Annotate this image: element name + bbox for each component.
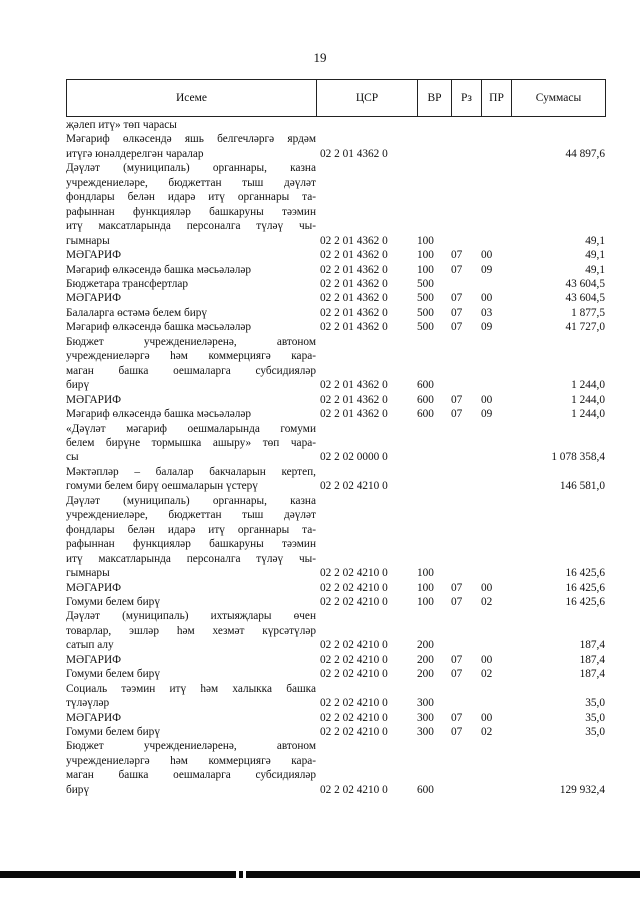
row-pr: 09 — [481, 408, 493, 421]
row-rz: 07 — [451, 306, 463, 319]
row-sum: 1 877,5 — [571, 306, 605, 319]
row-name — [66, 725, 316, 739]
row-name-line: итү максатларында персоналга түләү чы- — [66, 552, 316, 565]
row-rz: 07 — [451, 292, 463, 305]
row-pr: 09 — [481, 263, 493, 276]
row-rz: 07 — [451, 668, 463, 681]
row-csr: 02 2 02 4210 0 — [320, 711, 388, 724]
row-name-line: МӘГАРИФ — [66, 393, 122, 406]
row-rz: 07 — [451, 595, 463, 608]
row-csr: 02 2 01 4362 0 — [320, 379, 388, 392]
row-pr: 09 — [481, 321, 493, 334]
row-name — [66, 667, 316, 681]
header-rz: Рз — [452, 80, 482, 117]
row-csr: 02 2 02 4210 0 — [320, 639, 388, 652]
row-sum: 49,1 — [585, 249, 605, 262]
row-name-line: учреждениеләре, бюджеттан тыш дәүләт — [66, 509, 316, 522]
row-sum: 187,4 — [579, 639, 605, 652]
row-sum: 146 581,0 — [559, 480, 605, 493]
row-sum: 187,4 — [579, 668, 605, 681]
row-vr: 300 — [417, 697, 434, 710]
row-name — [66, 682, 316, 711]
row-name — [66, 335, 316, 393]
table-row — [66, 711, 605, 725]
row-sum: 187,4 — [579, 653, 605, 666]
row-vr: 200 — [417, 653, 434, 666]
row-rz: 07 — [451, 263, 463, 276]
header-pr: ПР — [482, 80, 512, 117]
row-name — [66, 248, 316, 262]
row-vr: 300 — [417, 711, 434, 724]
row-vr: 100 — [417, 581, 434, 594]
row-name-line: Мәгариф өлкәсендә яшь белгечләргә ярдәм — [66, 133, 316, 146]
row-name-line: МӘГАРИФ — [66, 653, 122, 666]
table-row — [66, 407, 605, 421]
row-rz: 07 — [451, 726, 463, 739]
row-vr: 600 — [417, 408, 434, 421]
row-sum: 129 932,4 — [559, 783, 605, 796]
row-name — [66, 161, 316, 248]
row-vr: 100 — [417, 249, 434, 262]
row-csr: 02 2 01 4362 0 — [320, 292, 388, 305]
row-vr: 200 — [417, 668, 434, 681]
row-csr: 02 2 01 4362 0 — [320, 263, 388, 276]
table-row — [66, 263, 605, 277]
row-name — [66, 320, 316, 334]
row-name-line: учреждениеләргә һәм коммерциягә кара- — [66, 350, 316, 363]
row-csr: 02 2 02 4210 0 — [320, 595, 388, 608]
row-name — [66, 595, 316, 609]
row-name — [66, 277, 316, 291]
row-name — [66, 494, 316, 581]
row-vr: 100 — [417, 595, 434, 608]
row-sum: 41 727,0 — [565, 321, 605, 334]
row-csr: 02 2 02 4210 0 — [320, 783, 388, 796]
row-name-line: гымнары — [66, 567, 110, 580]
row-pr: 02 — [481, 595, 493, 608]
row-name-line: маган башка оешмаларга субсидияләр — [66, 364, 316, 377]
scan-border-gap — [236, 871, 239, 878]
row-name-line: МӘГАРИФ — [66, 581, 122, 594]
table-row — [66, 725, 605, 739]
row-name — [66, 422, 316, 465]
row-sum: 44 897,6 — [565, 147, 605, 160]
header-csr: ЦСР — [317, 80, 418, 117]
row-vr: 500 — [417, 292, 434, 305]
row-vr: 200 — [417, 639, 434, 652]
row-name-line: фондлары белән идарә итү органнары та- — [66, 191, 316, 204]
row-pr: 00 — [481, 249, 493, 262]
row-name-line: Бюджетара трансфертлар — [66, 277, 189, 290]
row-csr: 02 2 01 4362 0 — [320, 306, 388, 319]
row-rz: 07 — [451, 393, 463, 406]
row-name — [66, 653, 316, 667]
row-name-line: җәлеп итү» төп чарасы — [66, 119, 177, 131]
row-name-line: рафыннан функцияләр башкаруны тәэмин — [66, 538, 316, 551]
table-row — [66, 609, 605, 652]
row-csr: 02 2 01 4362 0 — [320, 147, 388, 160]
row-name-line: гомуми белем бирү оешмаларын үстерү — [66, 480, 258, 493]
row-sum: 49,1 — [585, 234, 605, 247]
row-vr: 600 — [417, 393, 434, 406]
row-name-line: рафыннан функцияләр башкаруны тәэмин — [66, 205, 316, 218]
row-name-line: итүгә юнәлдерелгән чаралар — [66, 147, 204, 160]
row-sum: 1 078 358,4 — [551, 451, 605, 464]
row-name — [66, 306, 316, 320]
row-rz: 07 — [451, 249, 463, 262]
row-name-line: Мәгариф өлкәсендә башка мәсьәләләр — [66, 321, 252, 334]
row-sum: 35,0 — [585, 711, 605, 724]
row-name-line: фондлары белән идарә итү органнары та- — [66, 523, 316, 536]
row-vr: 100 — [417, 567, 434, 580]
row-csr: 02 2 02 4210 0 — [320, 726, 388, 739]
row-sum: 1 244,0 — [571, 393, 605, 406]
row-pr: 02 — [481, 668, 493, 681]
row-name — [66, 739, 316, 797]
row-name-line: Гомуми белем бирү — [66, 668, 160, 681]
row-name — [66, 132, 316, 161]
table-row — [66, 422, 605, 465]
header-vr: ВР — [418, 80, 452, 117]
row-sum: 35,0 — [585, 697, 605, 710]
page-number: 19 — [313, 50, 327, 65]
row-name-line: бирү — [66, 379, 90, 392]
row-rz: 07 — [451, 408, 463, 421]
scan-border-gap — [243, 871, 246, 878]
row-vr: 600 — [417, 783, 434, 796]
table-row — [66, 132, 605, 161]
row-name-line: Бюджет учреждениеләренә, автоном — [66, 740, 316, 753]
row-name — [66, 263, 316, 277]
row-name-line: товарлар, эшләр һәм хезмәт күрсәтүләр — [66, 624, 316, 637]
row-name-line: сатып алу — [66, 639, 114, 652]
row-name — [66, 609, 316, 652]
row-name — [66, 393, 316, 407]
row-csr: 02 2 02 4210 0 — [320, 480, 388, 493]
row-name — [66, 465, 316, 494]
row-name-line: итү максатларында персоналга түләү чы- — [66, 220, 316, 233]
row-name-line: Гомуми белем бирү — [66, 726, 160, 739]
row-csr: 02 2 01 4362 0 — [320, 277, 388, 290]
row-csr: 02 2 01 4362 0 — [320, 408, 388, 421]
table-row — [66, 682, 605, 711]
row-name-line: Балаларга өстәмә белем бирү — [66, 306, 208, 319]
row-name-line: гымнары — [66, 234, 110, 247]
table-row — [66, 320, 605, 334]
row-pr: 00 — [481, 292, 493, 305]
row-name-line: МӘГАРИФ — [66, 292, 122, 305]
row-rz: 07 — [451, 711, 463, 724]
row-name — [66, 581, 316, 595]
row-csr: 02 2 02 0000 0 — [320, 451, 388, 464]
row-vr: 500 — [417, 321, 434, 334]
row-rz: 07 — [451, 653, 463, 666]
table-row — [66, 465, 605, 494]
row-vr: 100 — [417, 234, 434, 247]
row-name-line: МӘГАРИФ — [66, 711, 122, 724]
row-sum: 16 425,6 — [565, 581, 605, 594]
table-row — [66, 595, 605, 609]
row-name — [66, 118, 316, 132]
row-vr: 600 — [417, 379, 434, 392]
table-body — [66, 118, 605, 797]
scan-border-bar — [0, 871, 640, 878]
row-name-line: «Дәүләт мәгариф оешмаларында гомуми — [66, 422, 316, 435]
row-csr: 02 2 02 4210 0 — [320, 581, 388, 594]
table-row — [66, 581, 605, 595]
table-row — [66, 248, 605, 262]
table-row — [66, 653, 605, 667]
row-csr: 02 2 02 4210 0 — [320, 668, 388, 681]
row-csr: 02 2 01 4362 0 — [320, 234, 388, 247]
row-name-line: Гомуми белем бирү — [66, 595, 160, 608]
table-row — [66, 739, 605, 797]
row-pr: 03 — [481, 306, 493, 319]
row-vr: 300 — [417, 726, 434, 739]
row-name-line: түләүләр — [66, 697, 110, 710]
row-sum: 35,0 — [585, 726, 605, 739]
row-name-line: Дәүләт (муниципаль) органнары, казна — [66, 162, 316, 175]
row-name — [66, 407, 316, 421]
row-vr: 100 — [417, 263, 434, 276]
row-name-line: бирү — [66, 783, 90, 796]
row-name — [66, 711, 316, 725]
row-name-line: учреждениеләргә һәм коммерциягә кара- — [66, 754, 316, 767]
row-sum: 43 604,5 — [565, 277, 605, 290]
row-name-line: белем бирүне тормышка ашыру» төп чара- — [66, 436, 316, 449]
header-sum: Суммасы — [512, 80, 606, 117]
row-name-line: МӘГАРИФ — [66, 249, 122, 262]
table-row — [66, 277, 605, 291]
row-rz: 07 — [451, 321, 463, 334]
row-name-line: Дәүләт (муниципаль) ихтыяҗлары өчен — [66, 610, 316, 623]
table-row — [66, 118, 605, 132]
table-row — [66, 335, 605, 393]
row-name-line: Мәгариф өлкәсендә башка мәсьәләләр — [66, 408, 252, 421]
row-sum: 16 425,6 — [565, 595, 605, 608]
row-name-line: учреждениеләре, бюджеттан тыш дәүләт — [66, 176, 316, 189]
row-pr: 00 — [481, 581, 493, 594]
row-csr: 02 2 02 4210 0 — [320, 697, 388, 710]
row-name-line: Социаль тәэмин итү һәм халыкка башка — [66, 682, 316, 695]
row-name-line: сы — [66, 451, 79, 464]
row-csr: 02 2 01 4362 0 — [320, 321, 388, 334]
row-csr: 02 2 02 4210 0 — [320, 653, 388, 666]
row-sum: 1 244,0 — [571, 408, 605, 421]
row-name-line: маган башка оешмаларга субсидияләр — [66, 769, 316, 782]
row-sum: 16 425,6 — [565, 567, 605, 580]
table-row — [66, 494, 605, 581]
table-row — [66, 306, 605, 320]
row-pr: 00 — [481, 393, 493, 406]
row-name-line: Мәктәпләр – балалар бакчаларын кертеп, — [66, 465, 316, 478]
row-name-line: Мәгариф өлкәсендә башка мәсьәләләр — [66, 263, 252, 276]
row-rz: 07 — [451, 581, 463, 594]
table-row — [66, 291, 605, 305]
table-row — [66, 393, 605, 407]
row-vr: 500 — [417, 277, 434, 290]
row-csr: 02 2 01 4362 0 — [320, 249, 388, 262]
row-pr: 00 — [481, 711, 493, 724]
row-name-line: Бюджет учреждениеләренә, автоном — [66, 335, 316, 348]
row-pr: 00 — [481, 653, 493, 666]
row-sum: 49,1 — [585, 263, 605, 276]
table-row — [66, 161, 605, 248]
row-pr: 02 — [481, 726, 493, 739]
row-csr: 02 2 02 4210 0 — [320, 567, 388, 580]
row-vr: 500 — [417, 306, 434, 319]
row-name — [66, 291, 316, 305]
table-header — [66, 79, 606, 117]
row-sum: 1 244,0 — [571, 379, 605, 392]
table-row — [66, 667, 605, 681]
row-name-line: Дәүләт (муниципаль) органнары, казна — [66, 494, 316, 507]
row-sum: 43 604,5 — [565, 292, 605, 305]
row-csr: 02 2 01 4362 0 — [320, 393, 388, 406]
header-name: Исеме — [67, 80, 317, 117]
